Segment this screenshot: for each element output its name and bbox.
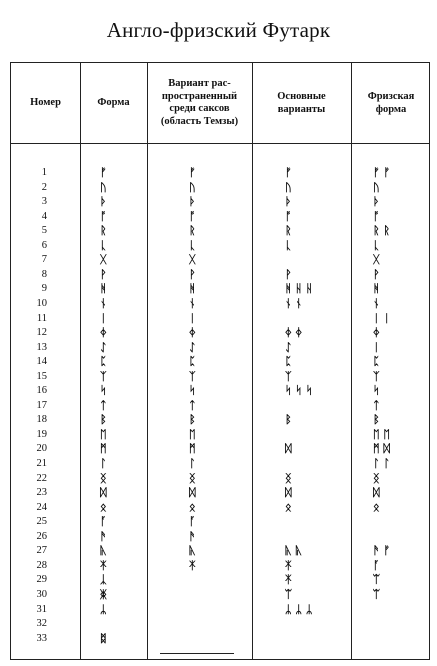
row-number: 14 xyxy=(36,356,47,368)
rune-saxon: ᛖ xyxy=(189,427,196,441)
row-number: 23 xyxy=(36,487,47,499)
rune-saxon: ᛝ xyxy=(189,471,196,485)
row-number: 31 xyxy=(36,603,47,615)
rune-saxon: ᚻ xyxy=(189,282,196,296)
row-number: 26 xyxy=(36,530,47,542)
rune-frisian: ᚱ ᚱ xyxy=(373,224,391,238)
rune-form: ᛖ xyxy=(100,427,107,441)
rune-frisian: ᚦ xyxy=(373,195,380,209)
row-number: 3 xyxy=(41,196,47,208)
row-number: 32 xyxy=(36,618,47,630)
rune-frisian: ᚳ xyxy=(373,238,380,252)
rune-frisian: ᚢ xyxy=(373,180,380,194)
rune-frisian: ᛋ xyxy=(373,384,380,398)
row-number: 5 xyxy=(41,225,47,237)
rune-form: ᚦ xyxy=(100,195,107,209)
rune-form: ᚹ xyxy=(100,267,107,281)
rune-form: ᛣ xyxy=(100,573,107,587)
row-number: 8 xyxy=(41,268,47,280)
rune-main: ᛠ xyxy=(285,587,292,601)
rune-saxon: ᛞ xyxy=(189,486,196,500)
rune-main: ᛦ ᛦ ᛦ xyxy=(285,602,313,616)
header-saxon-variant xyxy=(147,78,252,128)
rune-saxon: ᛏ xyxy=(189,398,196,412)
rune-frisian: ᚩ xyxy=(373,209,380,223)
rune-main: ᛝ xyxy=(285,471,292,485)
rune-form: ᛉ xyxy=(100,369,107,383)
rune-frisian: ᛠ xyxy=(373,573,380,587)
rune-form: ᛦ xyxy=(100,602,107,616)
rune-frisian: ᛒ xyxy=(373,413,380,427)
rune-main: ᚱ xyxy=(285,224,292,238)
rune-main: ᚣ ᚣ xyxy=(285,544,303,558)
rune-form: ᛈ xyxy=(100,355,107,369)
column-divider xyxy=(351,63,352,659)
row-number: 16 xyxy=(36,385,47,397)
rune-saxon: ᚦ xyxy=(189,195,196,209)
row-number: 6 xyxy=(41,239,47,251)
rune-frisian: ᚻ xyxy=(373,282,380,296)
rune-saxon: ᛗ xyxy=(189,442,196,456)
row-number: 1 xyxy=(41,167,47,178)
rune-main: ᛉ xyxy=(285,369,292,383)
rune-frisian: ᛄ xyxy=(373,326,380,340)
rune-main: ᛡ xyxy=(285,558,292,572)
rune-frisian: ᛖ ᛖ xyxy=(373,427,391,441)
header-frisian-line: Фризская xyxy=(367,91,415,102)
row-number: 2 xyxy=(41,181,47,193)
rune-main: ᚹ xyxy=(285,267,292,281)
rune-saxon: ᚷ xyxy=(189,253,196,267)
row-number: 15 xyxy=(36,370,47,382)
futhark-table xyxy=(10,62,430,660)
rune-saxon: ᛉ xyxy=(189,369,196,383)
column-divider xyxy=(147,63,148,659)
header-divider xyxy=(11,143,429,144)
rune-saxon: ᛡ xyxy=(189,558,196,572)
rune-main: ᛞ xyxy=(285,442,292,456)
row-number: 33 xyxy=(36,632,47,644)
rune-main: ᛟ xyxy=(285,500,292,514)
rune-form: ᛥ xyxy=(100,631,107,645)
rune-form: ᚫ xyxy=(100,529,107,543)
header-frisian-form xyxy=(351,91,431,116)
row-number: 20 xyxy=(36,443,47,455)
rune-frisian: ᛗ ᛞ xyxy=(373,442,391,456)
row-number: 29 xyxy=(36,574,47,586)
rune-frisian: ᛁ xyxy=(373,340,380,354)
row-number: 12 xyxy=(36,327,47,339)
rune-form: ᛒ xyxy=(100,413,107,427)
rune-frisian: ᚫ ᚠ xyxy=(373,544,391,558)
rune-main: ᛞ xyxy=(285,486,292,500)
rune-frisian: ᛟ xyxy=(373,500,380,514)
header-frisian-line: форма xyxy=(375,103,407,115)
rune-frisian: ᚷ xyxy=(373,253,380,267)
rune-saxon: ᚱ xyxy=(189,224,196,238)
rune-frisian: ᛉ xyxy=(373,369,380,383)
rune-main: ᛈ xyxy=(285,355,292,369)
rune-main: ᛡ xyxy=(285,573,292,587)
rune-form: ᚢ xyxy=(100,180,107,194)
row-number: 28 xyxy=(36,559,47,571)
rune-frisian: ᚠ ᚠ xyxy=(373,166,391,179)
rune-form: ᛇ xyxy=(100,340,107,354)
rune-saxon: ᚣ xyxy=(189,544,196,558)
rune-form: ᚻ xyxy=(100,282,107,296)
rune-form: ᛡ xyxy=(100,558,107,572)
column-divider xyxy=(252,63,253,659)
rune-frisian: ᛞ xyxy=(373,486,380,500)
row-number: 13 xyxy=(36,341,47,353)
rune-saxon: ᛁ xyxy=(189,311,196,325)
rune-form: ᛤ xyxy=(100,587,107,601)
rune-saxon: ᛚ xyxy=(189,457,196,470)
rune-frisian: ᛝ xyxy=(373,471,380,485)
row-number: 27 xyxy=(36,545,47,557)
row-number: 9 xyxy=(41,283,47,295)
header-main-variants xyxy=(252,91,351,116)
row-number: 4 xyxy=(41,210,47,222)
rune-main: ᚢ xyxy=(285,180,292,194)
rune-saxon: ᛄ xyxy=(189,326,196,340)
column-divider xyxy=(80,63,81,659)
rune-main: ᚳ xyxy=(285,238,292,252)
rune-saxon: ᛟ xyxy=(189,500,196,514)
rune-form: ᛏ xyxy=(100,398,107,412)
rune-form: ᛗ xyxy=(100,442,107,456)
rune-form: ᚾ xyxy=(100,296,107,310)
header-number: Номер xyxy=(30,97,61,108)
rune-saxon: ᛈ xyxy=(189,355,196,369)
rune-form: ᛚ xyxy=(100,457,107,470)
header-saxon-line: среди саксов xyxy=(169,103,230,114)
row-number: 18 xyxy=(36,414,47,426)
rune-form: ᚪ xyxy=(100,515,107,529)
row-number: 25 xyxy=(36,516,47,528)
row-number: 11 xyxy=(36,312,47,324)
header-saxon-line: Вариант рас- xyxy=(168,78,231,89)
rune-frisian: ᛏ xyxy=(373,398,380,412)
rune-main: ᚦ xyxy=(285,195,292,209)
rune-frisian: ᚾ xyxy=(373,296,380,310)
rune-saxon: ᚪ xyxy=(189,515,196,529)
rune-frisian: ᛈ xyxy=(373,355,380,369)
rune-saxon: ᛇ xyxy=(189,340,196,354)
rune-saxon: ᚾ xyxy=(189,296,196,310)
rune-main: ᚩ xyxy=(285,209,292,223)
rune-saxon: ᚩ xyxy=(189,209,196,223)
page-title: Англо-фризский Футарк xyxy=(106,18,331,42)
row-number: 21 xyxy=(36,458,47,469)
row-number: 30 xyxy=(36,588,47,600)
rune-form: ᛁ xyxy=(100,311,107,325)
rune-form: ᚣ xyxy=(100,544,107,558)
rune-form: ᛞ xyxy=(100,486,107,500)
rune-frisian: ᚹ xyxy=(373,267,380,281)
rune-main: ᛋ ᛋ ᛋ xyxy=(285,384,313,398)
rune-frisian: ᛠ xyxy=(373,587,380,601)
rune-form: ᚩ xyxy=(100,209,107,223)
row-number: 19 xyxy=(36,428,47,440)
rune-saxon: ᚫ xyxy=(189,529,196,543)
row-number: 22 xyxy=(36,472,47,484)
rune-form: ᛝ xyxy=(100,471,107,485)
header-main-line: Основные xyxy=(277,91,326,102)
rune-form: ᚳ xyxy=(100,238,107,252)
header-saxon-line: пространенный xyxy=(161,90,238,102)
rune-saxon: ᚠ xyxy=(189,166,196,179)
rune-form: ᛄ xyxy=(100,326,107,340)
rune-frisian: ᛁ ᛁ xyxy=(373,311,391,325)
rune-saxon: ᚢ xyxy=(189,180,196,194)
rune-frisian: ᛚ ᛚ xyxy=(373,457,391,470)
header-main-line: варианты xyxy=(277,103,326,115)
rune-saxon: ᛒ xyxy=(189,413,196,427)
header-saxon-line: (область Темзы) xyxy=(160,115,239,127)
row-number: 24 xyxy=(36,501,47,513)
row-number: 10 xyxy=(36,297,47,309)
rune-main: ᛄ ᛄ xyxy=(285,326,303,340)
rune-main: ᚾ ᚾ xyxy=(285,296,303,310)
bottom-rule xyxy=(160,653,234,654)
rune-main: ᚻ ᚺ ᚺ xyxy=(285,282,313,296)
rune-main: ᚠ xyxy=(285,166,292,179)
rune-saxon: ᚳ xyxy=(189,238,196,252)
rune-main: ᛇ xyxy=(285,340,292,354)
rune-form: ᛟ xyxy=(100,500,107,514)
rune-form: ᚱ xyxy=(100,224,107,238)
rune-form: ᚠ xyxy=(100,166,107,179)
row-number: 7 xyxy=(41,254,47,266)
row-number: 17 xyxy=(36,399,47,411)
header-form: Форма xyxy=(97,97,130,108)
rune-saxon: ᛋ xyxy=(189,384,196,398)
rune-saxon: ᚹ xyxy=(189,267,196,281)
rune-form: ᛋ xyxy=(100,384,107,398)
rune-frisian: ᚪ xyxy=(373,558,380,572)
rune-form: ᚷ xyxy=(100,253,107,267)
rune-main: ᛒ xyxy=(285,413,292,427)
